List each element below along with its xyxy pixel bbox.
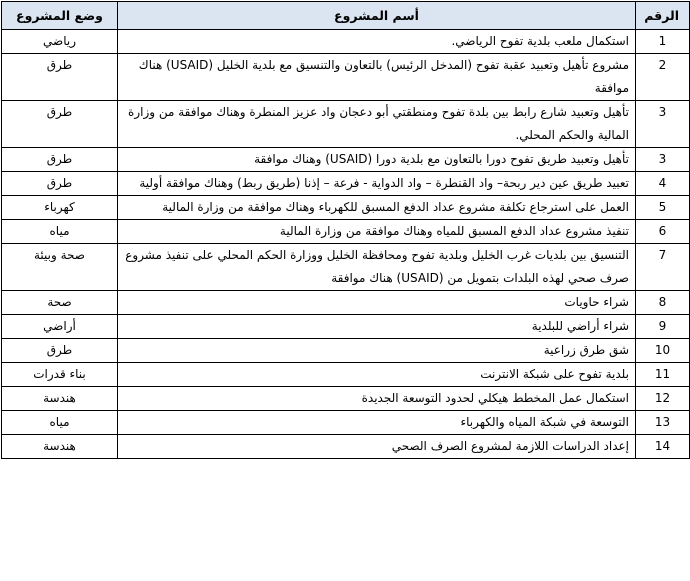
project-name: مشروع تأهيل وتعبيد عقبة تفوح (المدخل الرئيس) بالتعاون والتنسيق مع بلدية الخليل (USAID) هناك موافقة	[118, 54, 636, 101]
table-row	[2, 315, 690, 339]
table-row	[2, 244, 690, 291]
project-name: تأهيل وتعبيد طريق تفوح دورا بالتعاون مع بلدية دورا (USAID) وهناك موافقة	[118, 148, 636, 172]
project-status: هندسة	[2, 387, 118, 411]
project-status: هندسة	[2, 435, 118, 459]
project-status: أراضي	[2, 315, 118, 339]
table-row	[2, 339, 690, 363]
table-row	[2, 411, 690, 435]
header-number: الرقم	[636, 2, 690, 30]
projects-table-wrapper	[1, 1, 689, 459]
project-name: شراء أراضي للبلدية	[118, 315, 636, 339]
table-row	[2, 54, 690, 101]
project-name: استكمال عمل المخطط هيكلي لحدود التوسعة الجديدة	[118, 387, 636, 411]
row-number: 3	[636, 148, 690, 172]
project-status: رياضي	[2, 30, 118, 54]
project-name: بلدية تفوح على شبكة الانترنت	[118, 363, 636, 387]
row-number: 14	[636, 435, 690, 459]
table-header	[2, 2, 690, 30]
row-number: 5	[636, 196, 690, 220]
project-status: طرق	[2, 54, 118, 101]
project-name: تعبيد طريق عين دير ربحة– واد القنطرة – واد الدواية - فرعة – إذنا (طريق ربط) وهناك موافقة أولية	[118, 172, 636, 196]
project-name: العمل على استرجاع تكلفة مشروع عداد الدفع المسبق للكهرباء وهناك موافقة من وزارة المالية	[118, 196, 636, 220]
project-status: طرق	[2, 339, 118, 363]
row-number: 3	[636, 101, 690, 148]
row-number: 11	[636, 363, 690, 387]
project-status: طرق	[2, 172, 118, 196]
row-number: 10	[636, 339, 690, 363]
project-name: إعداد الدراسات اللازمة لمشروع الصرف الصحي	[118, 435, 636, 459]
row-number: 2	[636, 54, 690, 101]
row-number: 6	[636, 220, 690, 244]
project-status: كهرباء	[2, 196, 118, 220]
project-name: شراء حاويات	[118, 291, 636, 315]
project-name: شق طرق زراعية	[118, 339, 636, 363]
header-project-status: وضع المشروع	[2, 2, 118, 30]
table-row	[2, 196, 690, 220]
table-body	[2, 30, 690, 459]
project-name: التوسعة في شبكة المياه والكهرباء	[118, 411, 636, 435]
header-project-name: أسم المشروع	[118, 2, 636, 30]
table-row	[2, 30, 690, 54]
project-name: التنسيق بين بلديات غرب الخليل وبلدية تفوح ومحافظة الخليل ووزارة الحكم المحلي على تنفيذ مشروع صرف صحي لهذه البلدات بتمويل من (USAID) هناك موافقة	[118, 244, 636, 291]
project-name: تنفيذ مشروع عداد الدفع المسبق للمياه وهناك موافقة من وزارة المالية	[118, 220, 636, 244]
row-number: 12	[636, 387, 690, 411]
table-row	[2, 387, 690, 411]
row-number: 1	[636, 30, 690, 54]
project-name: استكمال ملعب بلدية تفوح الرياضي.	[118, 30, 636, 54]
table-row	[2, 148, 690, 172]
row-number: 7	[636, 244, 690, 291]
project-status: طرق	[2, 148, 118, 172]
header-row	[2, 2, 690, 30]
table-row	[2, 291, 690, 315]
project-status: طرق	[2, 101, 118, 148]
projects-table	[1, 1, 690, 459]
table-row	[2, 363, 690, 387]
row-number: 13	[636, 411, 690, 435]
row-number: 9	[636, 315, 690, 339]
project-name: تأهيل وتعبيد شارع رابط بين بلدة تفوح ومنطقتي أبو دعجان واد عزيز المنطرة وهناك موافقة من وزارة المالية والحكم المحلي.	[118, 101, 636, 148]
project-status: بناء قدرات	[2, 363, 118, 387]
row-number: 8	[636, 291, 690, 315]
row-number: 4	[636, 172, 690, 196]
project-status: مياه	[2, 411, 118, 435]
table-row	[2, 220, 690, 244]
table-row	[2, 172, 690, 196]
project-status: مياه	[2, 220, 118, 244]
table-row	[2, 435, 690, 459]
project-status: صحة	[2, 291, 118, 315]
project-status: صحة وبيئة	[2, 244, 118, 291]
table-row	[2, 101, 690, 148]
